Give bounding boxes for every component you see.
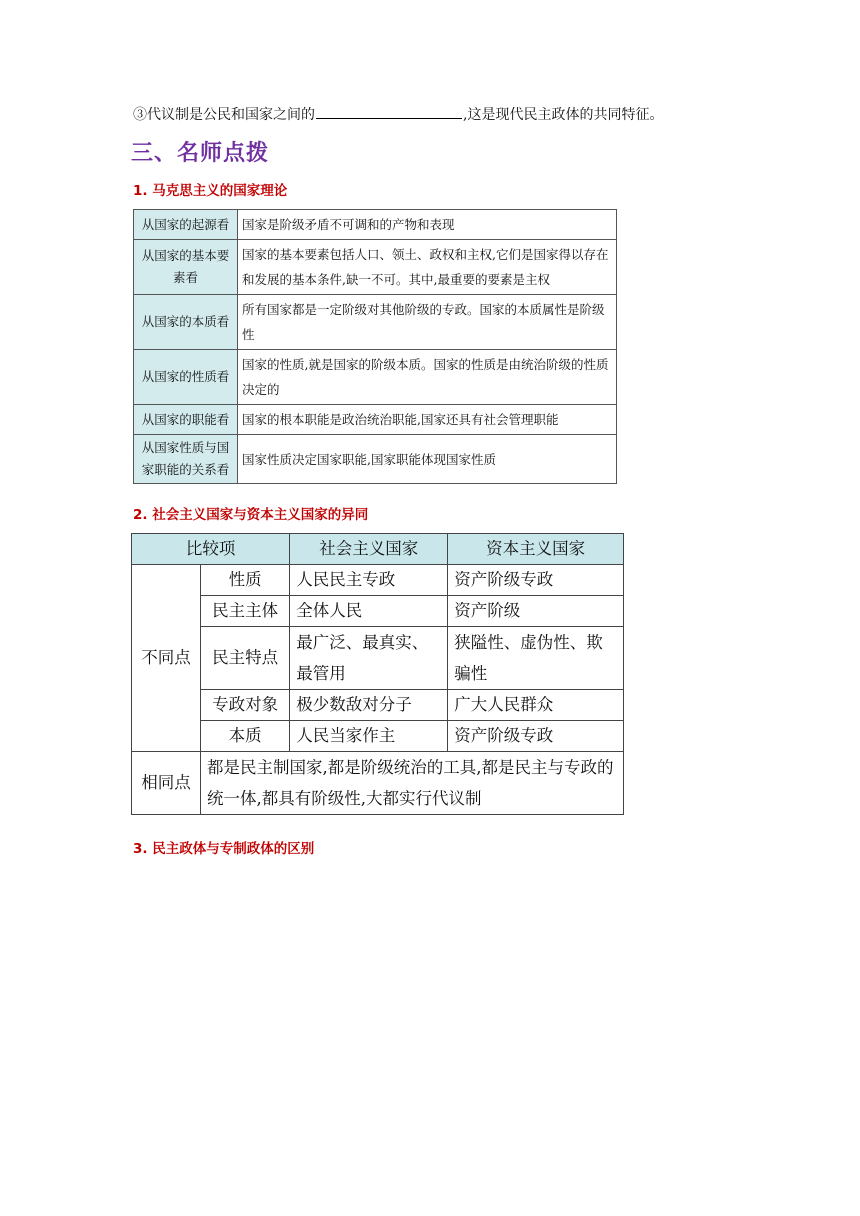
table-row (134, 240, 617, 295)
row-key: 从国家的起源看 (134, 210, 238, 240)
table-row (132, 752, 624, 815)
subsection-title-1: 1. 马克思主义的国家理论 (133, 183, 288, 199)
capitalist-cell: 资产阶级专政 (448, 565, 624, 596)
compare-item: 专政对象 (201, 690, 290, 721)
compare-item: 本质 (201, 721, 290, 752)
compare-item: 民主特点 (201, 627, 290, 690)
row-value: 国家的根本职能是政治统治职能,国家还具有社会管理职能 (238, 405, 617, 435)
intro-suffix: ,这是现代民主政体的共同特征。 (463, 107, 664, 123)
table-row (134, 405, 617, 435)
subsection-title-3: 3. 民主政体与专制政体的区别 (133, 841, 315, 857)
table-row (134, 435, 617, 484)
row-key: 从国家的性质看 (134, 350, 238, 405)
row-key: 从国家的职能看 (134, 405, 238, 435)
capitalist-cell: 狭隘性、虚伪性、欺骗性 (448, 627, 624, 690)
table-header-row (132, 534, 624, 565)
row-value: 国家的性质,就是国家的阶级本质。国家的性质是由统治阶级的性质决定的 (238, 350, 617, 405)
row-value: 国家是阶级矛盾不可调和的产物和表现 (238, 210, 617, 240)
socialist-cell: 最广泛、最真实、最管用 (290, 627, 448, 690)
table-row (134, 210, 617, 240)
row-value: 所有国家都是一定阶级对其他阶级的专政。国家的本质属性是阶级性 (238, 295, 617, 350)
capitalist-cell: 广大人民群众 (448, 690, 624, 721)
comparison-table (131, 533, 624, 815)
compare-item: 民主主体 (201, 596, 290, 627)
fill-in-blank[interactable] (316, 104, 462, 119)
table-row (132, 565, 624, 596)
same-text: 都是民主制国家,都是阶级统治的工具,都是民主与专政的统一体,都具有阶级性,大都实行代议制 (201, 752, 624, 815)
socialist-cell: 极少数敌对分子 (290, 690, 448, 721)
table-row (134, 295, 617, 350)
row-key: 从国家性质与国家职能的关系看 (134, 435, 238, 484)
table-row (132, 627, 624, 690)
capitalist-cell: 资产阶级 (448, 596, 624, 627)
socialist-cell: 人民民主专政 (290, 565, 448, 596)
intro-prefix: ③代议制是公民和国家之间的 (133, 107, 315, 123)
header-cell: 资本主义国家 (448, 534, 624, 565)
row-key: 从国家的基本要素看 (134, 240, 238, 295)
table-row (132, 721, 624, 752)
compare-item: 性质 (201, 565, 290, 596)
same-label: 相同点 (132, 752, 201, 815)
state-theory-table (133, 209, 617, 484)
table-row (132, 596, 624, 627)
header-cell: 比较项 (132, 534, 290, 565)
socialist-cell: 人民当家作主 (290, 721, 448, 752)
subsection-title-2: 2. 社会主义国家与资本主义国家的异同 (133, 507, 369, 523)
table-row (132, 690, 624, 721)
capitalist-cell: 资产阶级专政 (448, 721, 624, 752)
header-cell: 社会主义国家 (290, 534, 448, 565)
row-value: 国家性质决定国家职能,国家职能体现国家性质 (238, 435, 617, 484)
row-key: 从国家的本质看 (134, 295, 238, 350)
table-row (134, 350, 617, 405)
diff-label: 不同点 (132, 565, 201, 752)
row-value: 国家的基本要素包括人口、领土、政权和主权,它们是国家得以存在和发展的基本条件,缺一不可。其中,最重要的要素是主权 (238, 240, 617, 295)
intro-line (133, 104, 663, 125)
socialist-cell: 全体人民 (290, 596, 448, 627)
section-title: 三、名师点拨 (131, 141, 270, 166)
